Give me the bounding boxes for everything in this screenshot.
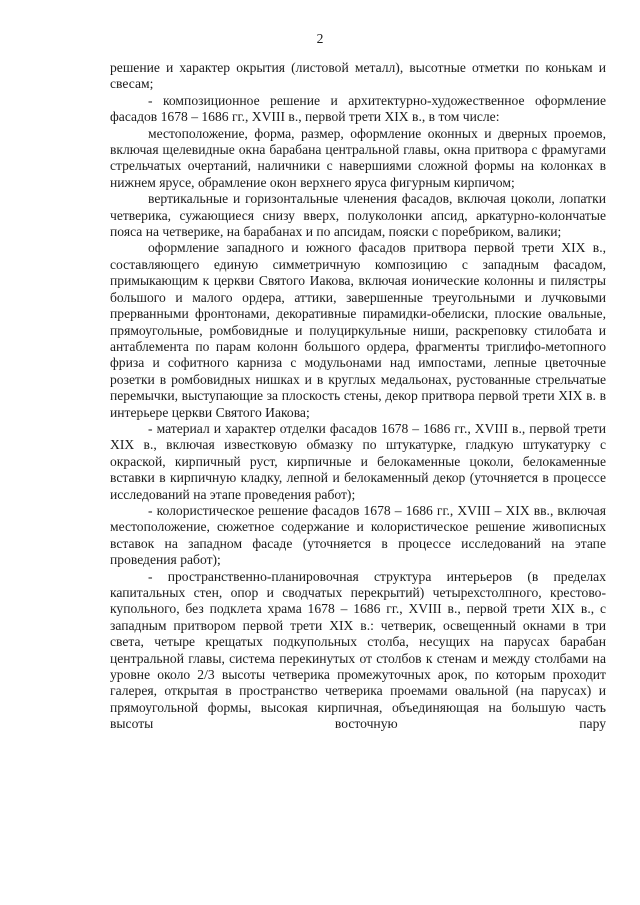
paragraph-divisions: вертикальные и горизонтальные членения фасадов, включая цоколи, лопатки четверика, сужающиеся снизу вверх, полуколонки апсид, аркатурно-колончатые пояса на четверике, на барабанах и по апсидам, пояски с поребриком, валики;: [110, 191, 606, 240]
document-body: [110, 60, 606, 733]
paragraph-openings: местоположение, форма, размер, оформление оконных и дверных проемов, включая щелевидные окна барабана центральной главы, окна притвора с фрамугами стрельчатых очертаний, наличники с навершиями сложной формы на колонках в нижнем ярусе, обрамление окон верхнего яруса фигурным кирпичом;: [110, 125, 606, 190]
page-number: 2: [316, 31, 324, 46]
paragraph-materials: - материал и характер отделки фасадов 1678 – 1686 гг., XVIII в., первой трети XIX в., включая известковую обмазку по штукатурке, гладкую штукатурку с окраской, кирпичный руст, кирпичные и белокаменные цоколи, белокаменные вставки в кирпичную кладку, лепной и белокаменный декор (уточняется в процессе исследований на этапе проведения работ);: [110, 420, 606, 502]
paragraph-roof: решение и характер окрытия (листовой металл), высотные отметки по конькам и свесам;: [110, 60, 606, 92]
paragraph-interior-structure: - пространственно-планировочная структура интерьеров (в пределах капитальных стен, опор и сводчатых перекрытий) четырехстолпного, крестово-купольного, без подклета храма 1678 – 1686 гг., XVIII в., первой трети XIX в., с западным притвором первой трети XIX в.: четверик, освещенный окнами в три света, четыре крещатых подкупольных столба, несущих на парусах барабан центральной главы, система перекинутых от столбов к стенам и между столбами на уровне около 2/3 высоты четверика промежуточных арок, по которым проходит галерея, открытая в пространство четверика проемами овальной (на парусах) и прямоугольной формы, высокая кирпичная, объединяющая на большую часть высоты восточную пару: [110, 568, 606, 732]
paragraph-porch-facades: оформление западного и южного фасадов притвора первой трети XIX в., составляющего единую симметричную композицию с западным фасадом, примыкающим к церкви Святого Иакова, включая ионические колонны и пилястры большого и малого ордера, аттики, завершенные треугольными и лучковыми прерванными фронтонами, декоративные пирамидки-обелиски, плоские овальные, прямоугольные, ромбовидные и полуциркульные ниши, раскреповку стилобата и антаблемента по парам колонн большого ордера, фрагменты триглифо-метопного фриза и софитного карниза с модульонами над импостами, лепные цветочные розетки в ромбовидных нишках и в круглых медальонах, рустованные стрельчатые перемычки, выступающие за плоскость стены, декор притвора первой трети XIX в. в интерьере церкви Святого Иакова;: [110, 240, 606, 420]
paragraph-facade-composition: - композиционное решение и архитектурно-художественное оформление фасадов 1678 – 1686 гг., XVIII в., первой трети XIX в., в том числе:: [110, 92, 606, 125]
paragraph-coloristic: - колористическое решение фасадов 1678 – 1686 гг., XVIII – XIX вв., включая местоположение, сюжетное содержание и колористическое решение живописных вставок на западном фасаде (уточняется в процессе исследований на этапе проведения работ);: [110, 502, 606, 568]
